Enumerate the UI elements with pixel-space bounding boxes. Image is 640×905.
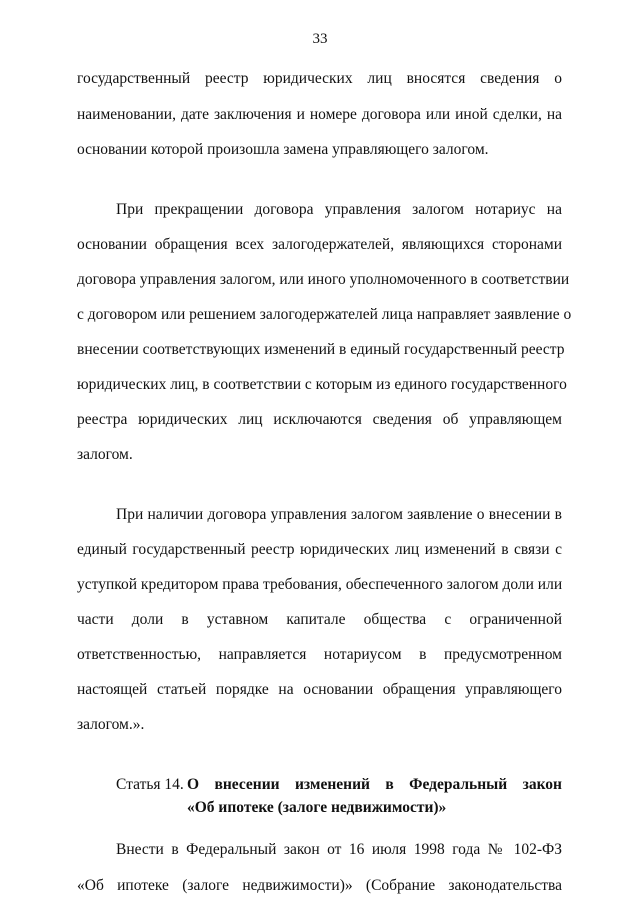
text-line: При наличии договора управления залогом заявление о внесении в	[116, 506, 562, 523]
text-line: с договором или решением залогодержателей лица направляет заявление о	[77, 306, 572, 323]
text-line: внесении соответствующих изменений в единый государственный реестр	[77, 341, 565, 358]
text-line: реестра юридических лиц исключаются сведения об управляющем	[77, 411, 562, 428]
article-title-line: О внесении изменений в Федеральный закон	[187, 776, 562, 793]
text-line: ответственностью, направляется нотариусом в предусмотренном	[77, 646, 562, 663]
text-line: договора управления залогом, или иного уполномоченного в соответствии	[77, 271, 570, 288]
page-number: 33	[312, 31, 328, 47]
text-line: залогом.».	[77, 716, 145, 733]
text-line: При прекращении договора управления залогом нотариус на	[116, 201, 562, 218]
text-line: наименовании, дате заключения и номере договора или иной сделки, на	[77, 106, 562, 123]
text-line: Внести в Федеральный закон от 16 июля 1998 года № 102-ФЗ	[116, 841, 562, 858]
text-line: залогом.	[77, 446, 133, 463]
text-line: настоящей статьей порядке на основании обращения управляющего	[77, 681, 562, 698]
text-line: основании которой произошла замена управляющего залогом.	[77, 141, 489, 158]
text-line: единый государственный реестр юридических лиц изменений в связи с	[77, 541, 562, 558]
text-line: части доли в уставном капитале общества с ограниченной	[77, 611, 562, 628]
text-line: уступкой кредитором права требования, обеспеченного залогом доли или	[77, 576, 563, 593]
text-line: основании обращения всех залогодержателей, являющихся сторонами	[77, 236, 562, 253]
text-line: юридических лиц, в соответствии с которым из единого государственного	[77, 376, 567, 393]
article-title-line: «Об ипотеке (залоге недвижимости)»	[187, 799, 447, 816]
article-label: Статья 14.	[116, 776, 184, 793]
text-line: «Об ипотеке (залоге недвижимости)» (Собрание законодательства	[77, 877, 562, 894]
text-line: государственный реестр юридических лиц вносятся сведения о	[77, 70, 562, 87]
